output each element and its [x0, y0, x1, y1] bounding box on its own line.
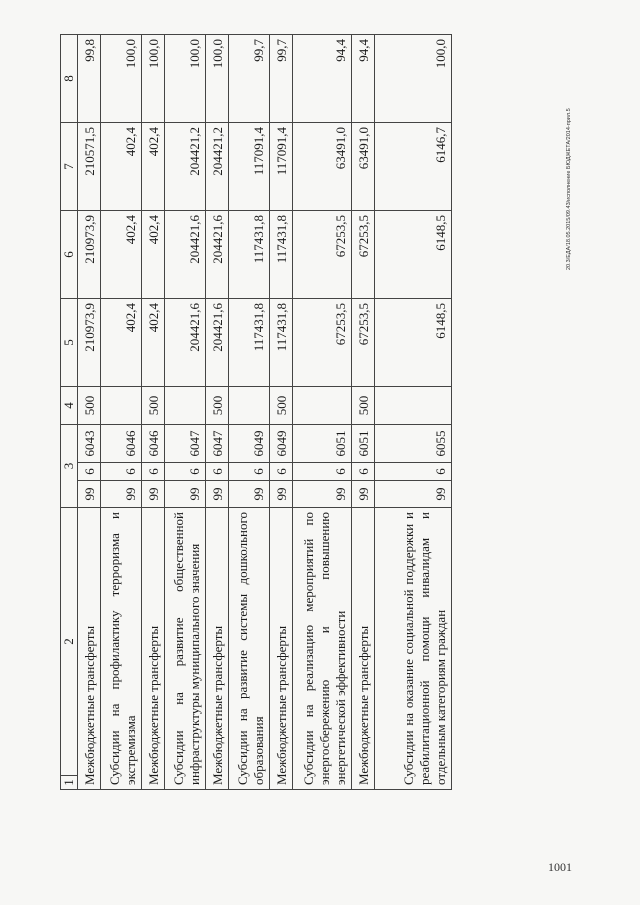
- code-cell: 6: [165, 463, 206, 481]
- code-cell: 99: [375, 481, 452, 508]
- row-name: Субсидии на профилактику терроризма и экстремизма: [101, 508, 142, 790]
- value-cell: 117431,8: [229, 299, 270, 387]
- code-cell: 99: [206, 481, 229, 508]
- row-name: Субсидии на оказание социальной поддержки и реабилитационной помощи инвалидам и отдельным категориям граждан: [375, 508, 452, 790]
- value-cell: 204421,2: [165, 123, 206, 211]
- budget-table: [60, 34, 452, 790]
- row-name: Субсидии на реализацию мероприятий по энергосбережению и повышению энергетической эффективности: [293, 508, 352, 790]
- row-name: Межбюджетные трансферты: [78, 508, 101, 790]
- code-cell: 6049: [229, 425, 270, 463]
- rotated-table-page: [60, 35, 500, 790]
- value-cell: 204421,6: [165, 211, 206, 299]
- value-cell: 117431,8: [270, 299, 293, 387]
- code-cell: 6: [270, 463, 293, 481]
- header-cell: 8: [61, 35, 78, 123]
- value-cell: 67253,5: [293, 299, 352, 387]
- value-cell: 100,0: [165, 35, 206, 123]
- page-number: 1001: [548, 860, 572, 874]
- row-name: Субсидии на развитие системы дошкольного образования: [229, 508, 270, 790]
- code-cell: [293, 387, 352, 425]
- value-cell: 402,4: [142, 211, 165, 299]
- value-cell: 402,4: [142, 299, 165, 387]
- value-cell: 204421,6: [206, 211, 229, 299]
- code-cell: 6: [142, 463, 165, 481]
- code-cell: 6: [78, 463, 101, 481]
- value-cell: 99,7: [270, 35, 293, 123]
- value-cell: 210571,5: [78, 123, 101, 211]
- table-row: [270, 35, 293, 790]
- header-cell: 7: [61, 123, 78, 211]
- code-cell: 6051: [293, 425, 352, 463]
- code-cell: 6049: [270, 425, 293, 463]
- footer-reference-text: 20.3/ЕДА/18.05.2015/09.43/исполнение БЮДЖЕТА/2014-прил.5: [566, 108, 572, 270]
- code-cell: 6: [229, 463, 270, 481]
- value-cell: 204421,6: [165, 299, 206, 387]
- code-cell: 500: [206, 387, 229, 425]
- table-row: [206, 35, 229, 790]
- table-row: [78, 35, 101, 790]
- code-cell: 6: [352, 463, 375, 481]
- row-name: Межбюджетные трансферты: [352, 508, 375, 790]
- header-cell: 5: [61, 299, 78, 387]
- value-cell: 99,7: [229, 35, 270, 123]
- row-name: Межбюджетные трансферты: [142, 508, 165, 790]
- value-cell: 117431,8: [229, 211, 270, 299]
- value-cell: 6146,7: [375, 123, 452, 211]
- header-cell: 6: [61, 211, 78, 299]
- value-cell: 100,0: [206, 35, 229, 123]
- value-cell: 402,4: [101, 299, 142, 387]
- value-cell: 99,8: [78, 35, 101, 123]
- code-cell: 6: [293, 463, 352, 481]
- code-cell: 99: [293, 481, 352, 508]
- value-cell: 63491,0: [352, 123, 375, 211]
- code-cell: 99: [270, 481, 293, 508]
- code-cell: 6055: [375, 425, 452, 463]
- table-row: [165, 35, 206, 790]
- value-cell: 402,4: [101, 123, 142, 211]
- table-row: [352, 35, 375, 790]
- value-cell: 210973,9: [78, 299, 101, 387]
- code-cell: [375, 387, 452, 425]
- code-cell: 99: [142, 481, 165, 508]
- value-cell: 67253,5: [352, 299, 375, 387]
- value-cell: 67253,5: [352, 211, 375, 299]
- value-cell: 100,0: [101, 35, 142, 123]
- value-cell: 402,4: [101, 211, 142, 299]
- value-cell: 63491,0: [293, 123, 352, 211]
- value-cell: 67253,5: [293, 211, 352, 299]
- code-cell: [101, 387, 142, 425]
- header-cell: 2: [61, 508, 78, 776]
- value-cell: 204421,2: [206, 123, 229, 211]
- value-cell: 117091,4: [229, 123, 270, 211]
- value-cell: 94,4: [352, 35, 375, 123]
- code-cell: 6: [101, 463, 142, 481]
- footer-reference: [566, 70, 576, 270]
- header-cell: 1: [61, 776, 78, 790]
- code-cell: 500: [142, 387, 165, 425]
- code-cell: 6043: [78, 425, 101, 463]
- header-cell: 4: [61, 387, 78, 425]
- table-row: [101, 35, 142, 790]
- value-cell: 6148,5: [375, 299, 452, 387]
- value-cell: 402,4: [142, 123, 165, 211]
- value-cell: 204421,6: [206, 299, 229, 387]
- value-cell: 100,0: [375, 35, 452, 123]
- code-cell: 6046: [142, 425, 165, 463]
- code-cell: 6: [206, 463, 229, 481]
- row-name: Межбюджетные трансферты: [206, 508, 229, 790]
- code-cell: 99: [229, 481, 270, 508]
- code-cell: 6: [375, 463, 452, 481]
- code-cell: 99: [101, 481, 142, 508]
- code-cell: 500: [270, 387, 293, 425]
- code-cell: 500: [78, 387, 101, 425]
- code-cell: [165, 387, 206, 425]
- code-cell: 500: [352, 387, 375, 425]
- table-row: [142, 35, 165, 790]
- code-cell: 6046: [101, 425, 142, 463]
- table-row: [375, 35, 452, 790]
- value-cell: 100,0: [142, 35, 165, 123]
- value-cell: 117091,4: [270, 123, 293, 211]
- code-cell: 99: [78, 481, 101, 508]
- table-row: [293, 35, 352, 790]
- code-cell: 99: [165, 481, 206, 508]
- code-cell: 6047: [206, 425, 229, 463]
- code-cell: 99: [352, 481, 375, 508]
- table-row: [229, 35, 270, 790]
- row-name: Субсидии на развитие общественной инфраструктуры муниципального значения: [165, 508, 206, 790]
- code-cell: 6047: [165, 425, 206, 463]
- code-cell: 6051: [352, 425, 375, 463]
- row-name: Межбюджетные трансферты: [270, 508, 293, 790]
- code-cell: [229, 387, 270, 425]
- value-cell: 6148,5: [375, 211, 452, 299]
- value-cell: 94,4: [293, 35, 352, 123]
- header-row: [61, 35, 78, 790]
- header-cell: 3: [61, 425, 78, 508]
- value-cell: 117431,8: [270, 211, 293, 299]
- value-cell: 210973,9: [78, 211, 101, 299]
